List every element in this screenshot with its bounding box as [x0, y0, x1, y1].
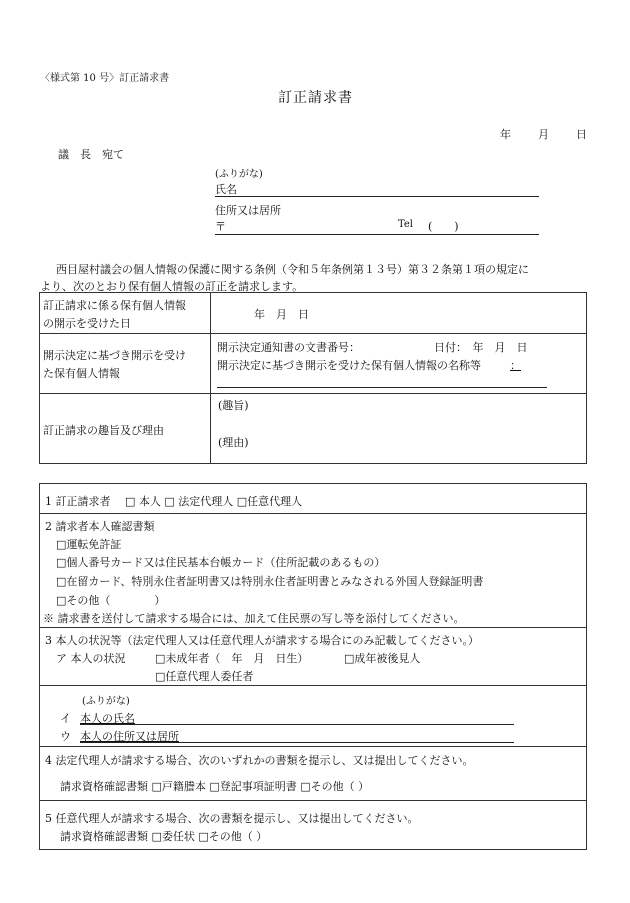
id-doc-drivers-license[interactable]: □運転免許証 — [56, 538, 122, 551]
notice-date[interactable]: 日付： 年 月 日 — [434, 341, 528, 354]
section2-title: 2 請求者本人確認書類 — [45, 520, 155, 533]
disclosed-info-name-line[interactable] — [217, 387, 547, 388]
page-title: 訂正請求書 — [278, 90, 353, 106]
section5-documents[interactable]: 請求資格確認書類 □委任状 □その他（ ） — [60, 830, 268, 843]
status-agent-principal[interactable]: □任意代理人委任者 — [155, 670, 254, 683]
status-minor[interactable]: □未成年者（ 年 月 日生） — [155, 652, 309, 665]
id-doc-residence-card[interactable]: □在留カード、特別永住者証明書又は特別永住者証明書とみなされる外国人登録証明書 — [56, 575, 484, 588]
date-year: 年 — [500, 128, 511, 141]
row2-label-line2: た保有個人情報 — [43, 367, 120, 380]
item-u-mark: ウ — [60, 730, 71, 743]
disclosed-info-name-colon: ： — [510, 359, 521, 372]
section4-title: 4 法定代理人が請求する場合、次のいずれかの書類を提示し、又は提出してください。 — [45, 754, 474, 767]
principal-address-label: 本人の住所又は居所 — [80, 730, 179, 743]
principal-status-label: ア 本人の状況 — [56, 652, 126, 665]
postal-mark: 〒 — [215, 220, 226, 233]
row1-label-line2: の開示を受けた日 — [43, 317, 131, 330]
row1-label-line1: 訂正請求に係る保有個人情報 — [43, 299, 186, 312]
addressee: 議 長 宛て — [58, 148, 124, 161]
principal-name-line[interactable] — [80, 724, 514, 725]
row3-label: 訂正請求の趣旨及び理由 — [43, 424, 164, 437]
section2-note: ※ 請求書を送付して請求する場合には、加えて住民票の写し等を添付してください。 — [43, 612, 465, 625]
requester-furigana: (ふりがな) — [215, 169, 263, 180]
disclosure-date-field[interactable]: 年 月 日 — [254, 308, 309, 321]
requester-name-label: 氏名 — [215, 183, 237, 196]
id-doc-other[interactable]: □その他（ ） — [56, 594, 166, 607]
section1-requester-type[interactable]: 1 訂正請求者 □ 本人 □ 法定代理人 □任意代理人 — [45, 495, 303, 508]
principal-furigana: (ふりがな) — [82, 696, 130, 707]
requester-name-line[interactable] — [215, 196, 539, 197]
disclosed-info-name-label: 開示決定に基づき開示を受けた保有個人情報の名称等 — [217, 359, 481, 372]
intro-line-1: 西目屋村議会の個人情報の保護に関する条例（令和５年条例第１３号）第３２条第１項の規定に — [56, 263, 529, 276]
requester-address-line[interactable] — [215, 234, 539, 235]
status-adult-ward[interactable]: □成年被後見人 — [344, 652, 421, 665]
intro-line-2: より、次のとおり保有個人情報の訂正を請求します。 — [40, 280, 304, 293]
tel-label: Tel — [398, 219, 414, 230]
section4-documents[interactable]: 請求資格確認書類 □戸籍謄本 □登記事項証明書 □その他（ ） — [60, 780, 370, 793]
requester-address-label: 住所又は居所 — [215, 204, 281, 217]
notice-document-number[interactable]: 開示決定通知書の文書番号： — [217, 341, 360, 354]
purpose-field[interactable]: (趣旨) — [218, 399, 249, 412]
reason-field[interactable]: (理由) — [218, 436, 249, 449]
section3-title: 3 本人の状況等（法定代理人又は任意代理人が請求する場合にのみ記載してください。） — [45, 634, 479, 647]
item-i-mark: イ — [60, 712, 71, 725]
tel-paren: ( ) — [428, 220, 459, 233]
id-doc-my-number-card[interactable]: □個人番号カード又は住民基本台帳カード（住所記載のあるもの） — [56, 556, 386, 569]
principal-address-line[interactable] — [80, 742, 514, 743]
row2-label-line1: 開示決定に基づき開示を受け — [43, 349, 186, 362]
date-day: 日 — [576, 128, 587, 141]
principal-name-label: 本人の氏名 — [80, 712, 135, 725]
form-number: 〈様式第 10 号〉訂正請求書 — [40, 73, 170, 84]
date-month: 月 — [538, 128, 549, 141]
section5-title: 5 任意代理人が請求する場合、次の書類を提示し、又は提出してください。 — [45, 812, 419, 825]
